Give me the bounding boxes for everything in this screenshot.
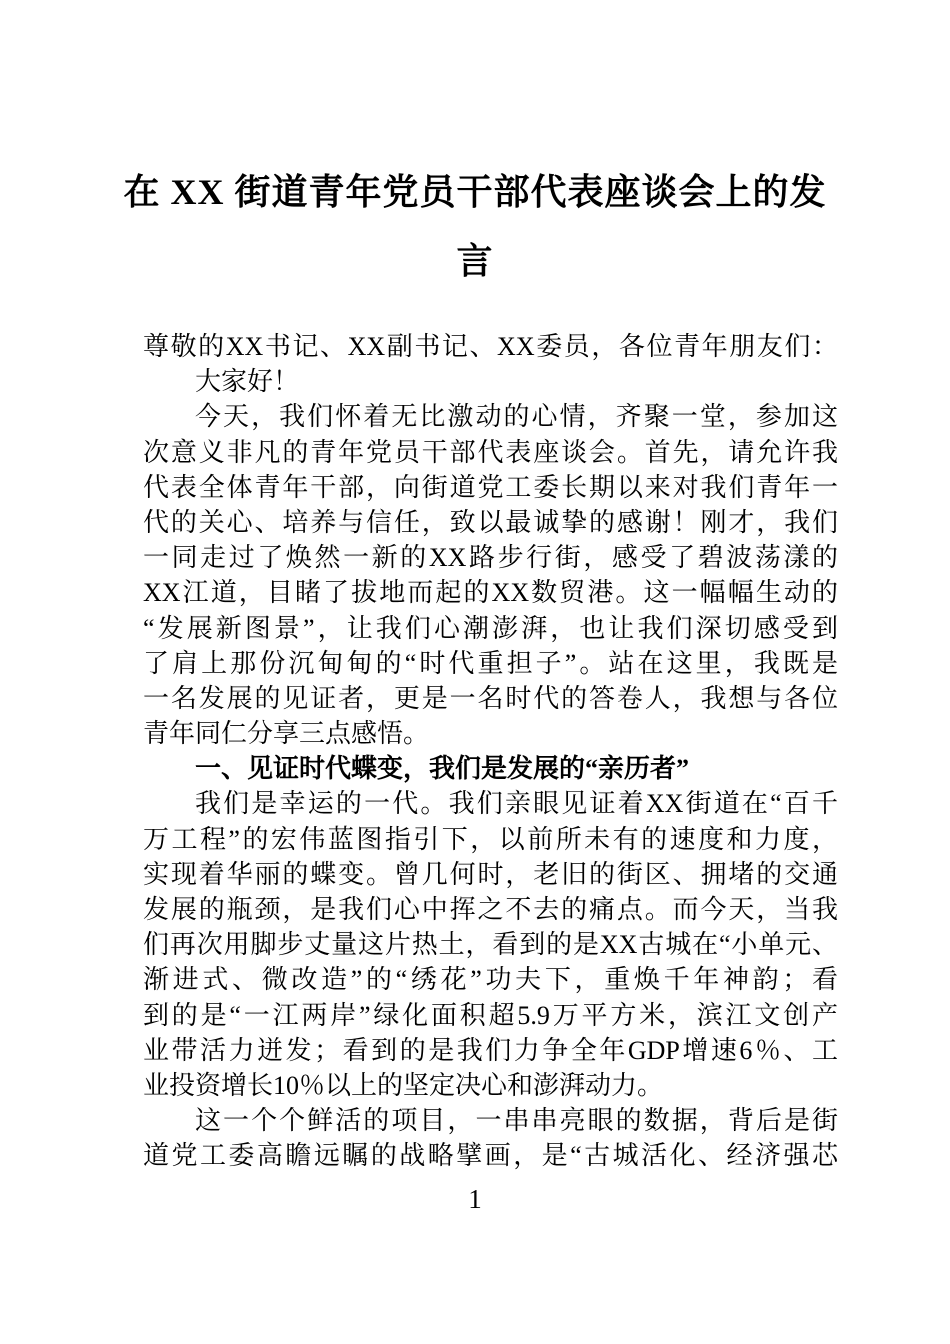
body-line: 业带活力迸发；看到的是我们力争全年GDP增速6％、工 — [143, 1035, 838, 1065]
body-line: 业投资增长10％以上的坚定决心和澎湃动力。 — [143, 1070, 664, 1100]
section-heading: 一、见证时代蝶变，我们是发展的“亲历者” — [195, 754, 690, 784]
body-line: “发展新图景”，让我们心潮澎湃，也让我们深切感受到 — [143, 613, 838, 643]
body-line: 次意义非凡的青年党员干部代表座谈会。首先，请允许我 — [143, 437, 838, 467]
body-line: 们再次用脚步丈量这片热土，看到的是XX古城在“小单元、 — [143, 930, 838, 960]
body-line: 一名发展的见证者，更是一名时代的答卷人，我想与各位 — [143, 683, 838, 713]
document-title — [0, 158, 950, 296]
body-line: 发展的瓶颈，是我们心中挥之不去的痛点。而今天，当我 — [143, 895, 838, 924]
body-line: 一同走过了焕然一新的XX路步行街，感受了碧波荡漾的 — [143, 543, 838, 573]
body-line: 这一个个鲜活的项目，一串串亮眼的数据，背后是街 — [195, 1106, 838, 1136]
document-body — [143, 329, 838, 1174]
body-line: 渐进式、微改造”的“绣花”功夫下，重焕千年神韵；看 — [143, 965, 838, 995]
body-line: 实现着华丽的蝶变。曾几何时，老旧的街区、拥堵的交通 — [143, 859, 838, 889]
body-line: 代表全体青年干部，向街道党工委长期以来对我们青年一 — [143, 472, 838, 502]
body-line: 青年同仁分享三点感悟。 — [143, 719, 430, 749]
body-line: XX江道，目睹了拔地而起的XX数贸港。这一幅幅生动的 — [143, 578, 838, 608]
body-line: 代的关心、培养与信任，致以最诚挚的感谢！刚才，我们 — [143, 507, 838, 537]
body-line: 大家好！ — [195, 367, 300, 397]
body-line: 到的是“一江两岸”绿化面积超5.9万平方米，滨江文创产 — [143, 1000, 838, 1030]
body-line: 了肩上那份沉甸甸的“时代重担子”。站在这里，我既是 — [143, 648, 838, 678]
title-line-1: 在 XX 街道青年党员干部代表座谈会上的发 — [123, 172, 827, 212]
body-line: 今天，我们怀着无比激动的心情，齐聚一堂，参加这 — [195, 402, 838, 432]
body-line: 尊敬的XX书记、XX副书记、XX委员，各位青年朋友们： — [143, 332, 838, 361]
title-line-2: 言 — [456, 241, 494, 281]
body-line: 万工程”的宏伟蓝图指引下，以前所未有的速度和力度， — [143, 824, 838, 854]
page-number: 1 — [468, 1184, 482, 1214]
body-line: 我们是幸运的一代。我们亲眼见证着XX街道在“百千 — [195, 789, 838, 819]
body-line: 道党工委高瞻远瞩的战略擘画，是“古城活化、经济强芯 — [143, 1141, 838, 1171]
